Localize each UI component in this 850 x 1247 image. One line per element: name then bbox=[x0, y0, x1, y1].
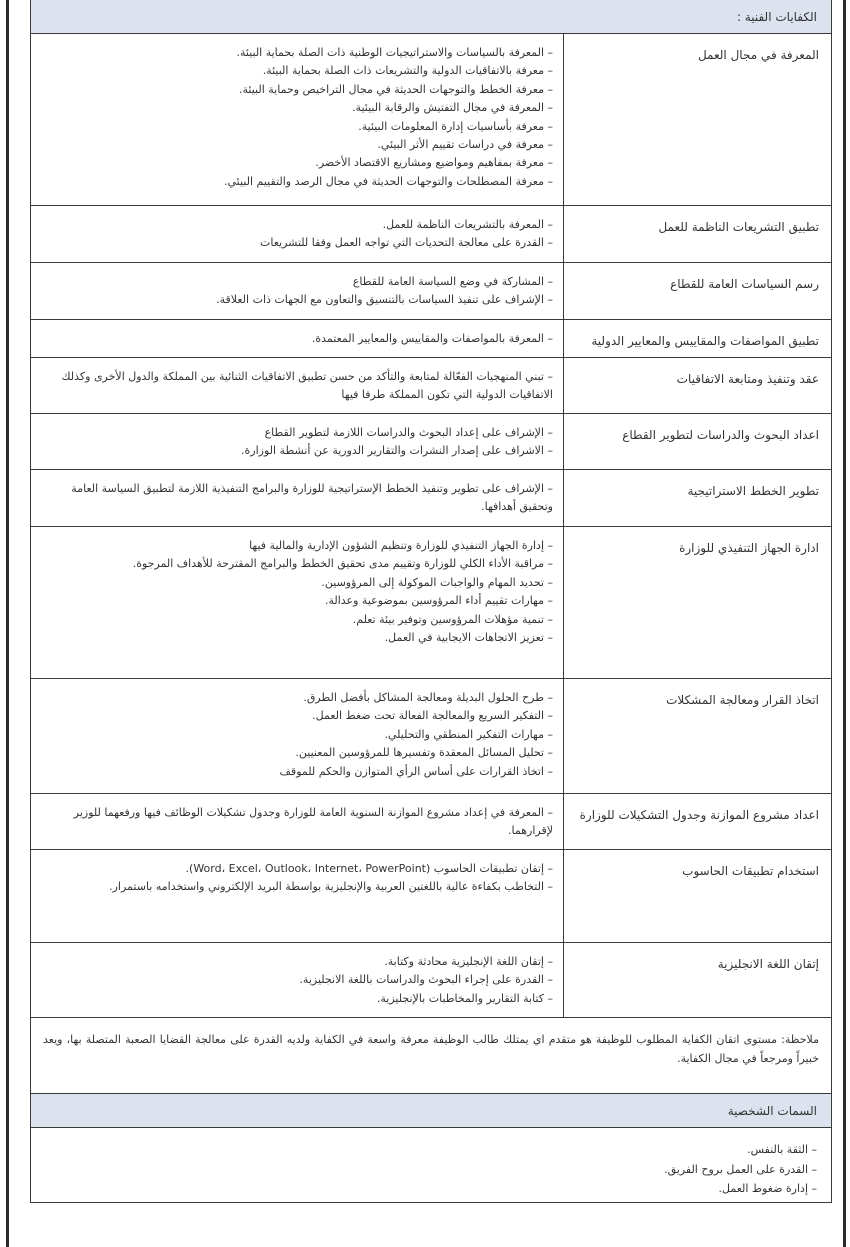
list-item: – إتقان اللغة الإنجليزية محادثة وكتابة. bbox=[384, 955, 553, 968]
list-item: – مهارات التفكير المنطقي والتحليلي. bbox=[384, 727, 553, 741]
competency-table bbox=[30, 0, 832, 1203]
list-item: – تبني المنهجيات الفعّالة لمتابعة والتأكد من حسن تطبيق الاتفاقيات الثنائية بين المملكة والدول الأخرى وكذلك الاتفاقيات الدولية التي تكون المملكة طرفا فيها bbox=[61, 370, 553, 402]
competency-details bbox=[31, 794, 565, 849]
competency-label: إتقان اللغة الانجليزية bbox=[563, 943, 831, 1017]
list-item: – تنمية مؤهلات المرؤوسين وتوفير بيئة تعلم. bbox=[352, 612, 553, 626]
list-item: – إدارة ضغوط العمل. bbox=[718, 1182, 817, 1195]
list-item: – الإشراف على إعداد البحوث والدراسات اللازمة لتطوير القطاع bbox=[264, 426, 553, 439]
list-item: – معرفة المصطلحات والتوجهات الحديثة في مجال الرصد والتقييم البيئي. bbox=[224, 174, 553, 188]
competency-details bbox=[31, 679, 565, 793]
section-title: الكفايات الفنية : bbox=[736, 10, 817, 24]
competency-details bbox=[31, 470, 565, 526]
list-item: – المشاركة في وضع السياسة العامة للقطاع bbox=[352, 275, 553, 288]
competency-label: اتخاذ القرار ومعالجة المشكلات bbox=[563, 679, 831, 793]
table-row bbox=[31, 527, 831, 679]
list-item: – مراقبة الأداء الكلي للوزارة وتقييم مدى تحقيق الخطط والبرامج المقترحة للأهداف المرجوة. bbox=[132, 557, 553, 571]
list-item: – إتقان تطبيقات الحاسوب (Word، Excel، Outlook، Internet، PowerPoint). bbox=[185, 862, 553, 875]
proficiency-note: ملاحظة: مستوى اتقان الكفاية المطلوب للوظيفة هو متقدم اي يمتلك طالب الوظيفة معرفة واسعة في الكفاية ولديه القدرة على معالجة القضايا الصعبة المتصلة بها، ويعد خبيراً ومرجعاً في مجال الكفاية. bbox=[31, 1018, 831, 1094]
section-title: السمات الشخصية bbox=[727, 1104, 817, 1118]
list-item: – الإشراف على تطوير وتنفيذ الخطط الإستراتيجية للوزارة والبرامج التنفيذية اللازمة لتطبيق السياسة العامة وتحقيق أهدافها. bbox=[71, 482, 553, 514]
competency-details bbox=[31, 320, 565, 357]
page-edge-right bbox=[843, 0, 846, 1247]
list-item: – معرفة بأساسيات إدارة المعلومات البيئية. bbox=[358, 119, 553, 133]
list-item: – معرفة بمفاهيم ومواضيع ومشاريع الاقتصاد الأخضر. bbox=[315, 156, 553, 170]
table-row bbox=[31, 794, 831, 850]
list-item: – معرفة في دراسات تقييم الأثر البيئي. bbox=[377, 138, 553, 152]
technical-competencies-header bbox=[31, 0, 831, 34]
list-item: – التخاطب بكفاءة عالية باللغتين العربية والإنجليزية بواسطة البريد الإلكتروني واستخدامه باستمرار. bbox=[109, 880, 553, 894]
competency-label: تطوير الخطط الاستراتيجية bbox=[563, 470, 831, 526]
list-item: – القدرة على العمل بروح الفريق. bbox=[664, 1162, 817, 1176]
list-item: – الاشراف على إصدار النشرات والتقارير الدورية عن أنشطة الوزارة. bbox=[241, 444, 553, 458]
table-row bbox=[31, 34, 831, 206]
competency-label: رسم السياسات العامة للقطاع bbox=[563, 263, 831, 319]
list-item: – إدارة الجهاز التنفيذي للوزارة وتنظيم الشؤون الإدارية والمالية فيها bbox=[249, 539, 553, 552]
table-row bbox=[31, 320, 831, 358]
list-item: – القدرة على معالجة التحديات التي تواجه العمل وفقا للتشريعات bbox=[260, 236, 553, 250]
competency-details bbox=[31, 263, 565, 319]
list-item: – الثقة بالنفس. bbox=[747, 1143, 817, 1156]
list-item: – تعزيز الاتجاهات الايجابية في العمل. bbox=[384, 631, 553, 645]
list-item: – اتخاذ القرارات على أساس الرأي المتوازن والحكم للموقف bbox=[279, 764, 553, 778]
list-item: – المعرفة في مجال التفتيش والرقابة البيئية. bbox=[352, 101, 553, 115]
list-item: – تحديد المهام والواجبات الموكولة إلى المرؤوسين. bbox=[321, 575, 553, 589]
table-row bbox=[31, 358, 831, 414]
competency-details bbox=[31, 414, 565, 469]
competency-label: عقد وتنفيذ ومتابعة الاتفاقيات bbox=[563, 358, 831, 413]
page-edge-left bbox=[6, 0, 9, 1247]
personal-traits-header bbox=[31, 1094, 831, 1128]
competency-label: اعداد البحوث والدراسات لتطوير القطاع bbox=[563, 414, 831, 469]
list-item: – مهارات تقييم أداء المرؤوسين بموضوعية وعدالة. bbox=[324, 594, 553, 608]
list-item: – معرفة الخطط والتوجهات الحديثة في مجال التراخيص وحماية البيئة. bbox=[239, 82, 553, 96]
list-item: – كتابة التقارير والمخاطبات بالإنجليزية. bbox=[376, 991, 553, 1005]
competency-label: ادارة الجهاز التنفيذي للوزارة bbox=[563, 527, 831, 678]
list-item: – المعرفة بالمواصفات والمقاييس والمعايير المعتمدة. bbox=[311, 332, 553, 345]
list-item: – تحليل المسائل المعقدة وتفسيرها للمرؤوسين المعنيين. bbox=[295, 746, 553, 760]
list-item: – الإشراف على تنفيذ السياسات بالتنسيق والتعاون مع الجهات ذات العلاقة. bbox=[216, 293, 553, 307]
list-item: – القدرة على إجراء البحوث والدراسات باللغة الانجليزية. bbox=[299, 973, 553, 987]
table-row bbox=[31, 943, 831, 1018]
personal-traits-list bbox=[31, 1128, 831, 1203]
competency-details bbox=[31, 850, 565, 942]
competency-details bbox=[31, 206, 565, 262]
competency-details bbox=[31, 358, 565, 413]
table-row bbox=[31, 850, 831, 943]
competency-details bbox=[31, 943, 565, 1017]
list-item: – المعرفة في إعداد مشروع الموازنة السنوية العامة للوزارة وجدول تشكيلات الوظائف فيها ورفعهما للوزير لإقرارهما. bbox=[73, 806, 553, 838]
table-row bbox=[31, 206, 831, 263]
list-item: – معرفة بالاتفاقيات الدولية والتشريعات ذات الصلة بحماية البيئة. bbox=[262, 64, 553, 78]
competency-label: تطبيق التشريعات الناظمة للعمل bbox=[563, 206, 831, 262]
list-item: – طرح الحلول البديلة ومعالجة المشاكل بأفضل الطرق. bbox=[303, 691, 553, 704]
table-row bbox=[31, 414, 831, 470]
list-item: – المعرفة بالسياسات والاستراتيجيات الوطنية ذات الصلة بحماية البيئة. bbox=[236, 46, 553, 59]
table-row bbox=[31, 679, 831, 794]
competency-details bbox=[31, 34, 565, 205]
table-row bbox=[31, 263, 831, 320]
competency-label: تطبيق المواصفات والمقاييس والمعايير الدولية bbox=[563, 320, 831, 357]
competency-label: استخدام تطبيقات الحاسوب bbox=[563, 850, 831, 942]
competency-details bbox=[31, 527, 565, 678]
table-row bbox=[31, 470, 831, 527]
competency-label: اعداد مشروع الموازنة وجدول التشكيلات للوزارة bbox=[563, 794, 831, 849]
competency-label: المعرفة في مجال العمل bbox=[563, 34, 831, 205]
list-item: – المعرفة بالتشريعات الناظمة للعمل. bbox=[382, 218, 553, 231]
list-item: – التفكير السريع والمعالجة الفعالة تحت ضغط العمل. bbox=[312, 709, 553, 723]
